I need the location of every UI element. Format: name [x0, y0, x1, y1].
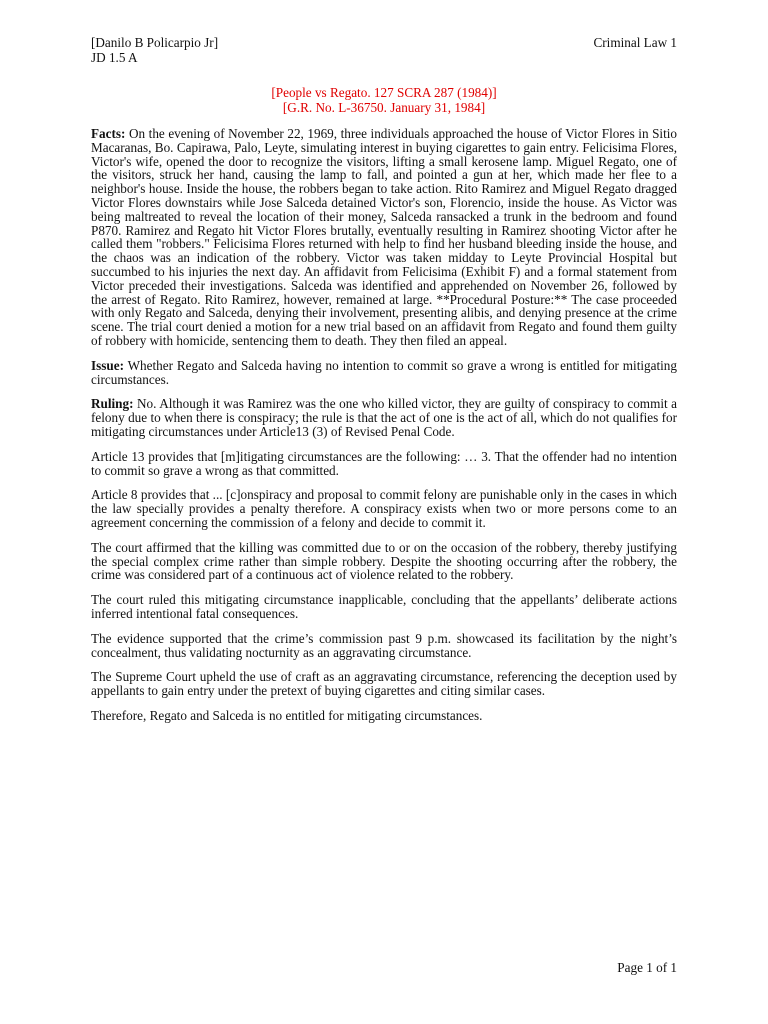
nocturnity-paragraph: The evidence supported that the crime’s commission past 9 p.m. showcased its facilitation by the night’s concealment, thus validating nocturnity as an aggravating circumstance. — [91, 630, 677, 660]
ruling-text: No. Although it was Ramirez was the one who killed victor, they are guilty of conspiracy to commit a felony due to when there is conspiracy; the rule is that the act of one is the act of all, which do not qualifies for mitigating circumstances under Article13 (3) of Revised Penal Code. — [91, 396, 677, 439]
issue-paragraph — [91, 359, 677, 387]
article-13-paragraph: Article 13 provides that [m]itigating circumstances are the following: … 3. That the offender had no intention to commit so grave a wrong as that committed. — [91, 448, 677, 478]
author-name: [Danilo B Policarpio Jr] — [91, 35, 219, 50]
page-number: Page 1 of 1 — [617, 960, 677, 975]
ruling-paragraph — [91, 397, 677, 438]
header-left — [91, 35, 218, 65]
craft-paragraph: The Supreme Court upheld the use of craft as an aggravating circumstance, referencing the deception used by appellants to gain entry under the pretext of buying cigarettes and citing similar cases. — [91, 669, 677, 699]
issue-text: Whether Regato and Salceda having no intention to commit so grave a wrong is entitled for mitigating circumstances. — [91, 357, 677, 387]
subject-name: Criminal Law 1 — [593, 35, 677, 50]
ruling-label: Ruling: — [91, 396, 134, 412]
issue-label: Issue: — [91, 357, 124, 373]
robbery-homicide-paragraph: The court affirmed that the killing was committed due to or on the occasion of the robbery, thereby justifying the special complex crime rather than simple robbery. Despite the shooting occurring after the robbery, the crime was considered part of a continuous act of violence related to the robbery. — [91, 539, 677, 583]
class-section: JD 1.5 A — [91, 50, 138, 65]
case-title — [91, 85, 677, 115]
case-digest-body — [91, 127, 677, 734]
page-header — [91, 35, 677, 65]
conclusion-paragraph: Therefore, Regato and Salceda is no entitled for mitigating circumstances. — [91, 707, 483, 723]
facts-label: Facts: — [91, 126, 126, 141]
article-8-paragraph: Article 8 provides that ... [c]onspiracy and proposal to commit felony are punishable only in the cases in which the law specially provides a penalty therefore. A conspiracy exists when two or more persons come to an agreement concerning the commission of a felony and decide to commit it. — [91, 487, 677, 530]
facts-paragraph — [91, 127, 677, 348]
mitigating-inapplicable-paragraph: The court ruled this mitigating circumstance inapplicable, concluding that the appellants’ deliberate actions inferred intentional fatal consequences. — [91, 592, 677, 621]
case-citation: [People vs Regato. 127 SCRA 287 (1984)] — [271, 85, 497, 100]
case-docket: [G.R. No. L-36750. January 31, 1984] — [282, 100, 486, 115]
facts-text: On the evening of November 22, 1969, three individuals approached the house of Victor Flores in Sitio Macaranas, Bo. Capirawa, Palo, Leyte, simulating interest in buying cigarettes to gain entry. Felicisima Flores, Victor's wife, opened the door to recognize the visitors, lifting a small kerosene lamp. Miguel Regato, one of the visitors, struck her hand, causing the lamp to fall, and pointed a gun at her, which made her flee to a neighbor's house. Inside the house, the robbers began to take action. Rito Ramirez and Miguel Regato dragged Victor Flores downstairs while Jose Salceda detained Victor's son, Florencio, inside the house. As Victor was being maltreated to reveal the location of their money, Salceda ransacked a trunk in the bedroom and found P870. Ramirez and Regato hit Victor Flores brutally, eventually resulting in Ramirez shooting Victor after he called them "robbers." Felicisima Flores returned with help to find her husband bleeding inside the house, and the chaos was an indication of the robbery. Victor was taken midday to Leyte Provincial Hospital but succumbed to his injuries the next day. An affidavit from Felicisima (Exhibit F) and a formal statement from Victor preceded their investigations. Salceda was identified and apprehended on November 26, followed by the arrest of Regato. Rito Ramirez, however, remained at large. **Procedural Posture:** The case proceeded with only Regato and Salceda, denying their involvement, presenting alibis, and denying presence at the crime scene. The trial court denied a motion for a new trial based on an affidavit from Regato and found them guilty of robbery with homicide, sentencing them to death. They then filed an appeal. — [91, 126, 678, 348]
